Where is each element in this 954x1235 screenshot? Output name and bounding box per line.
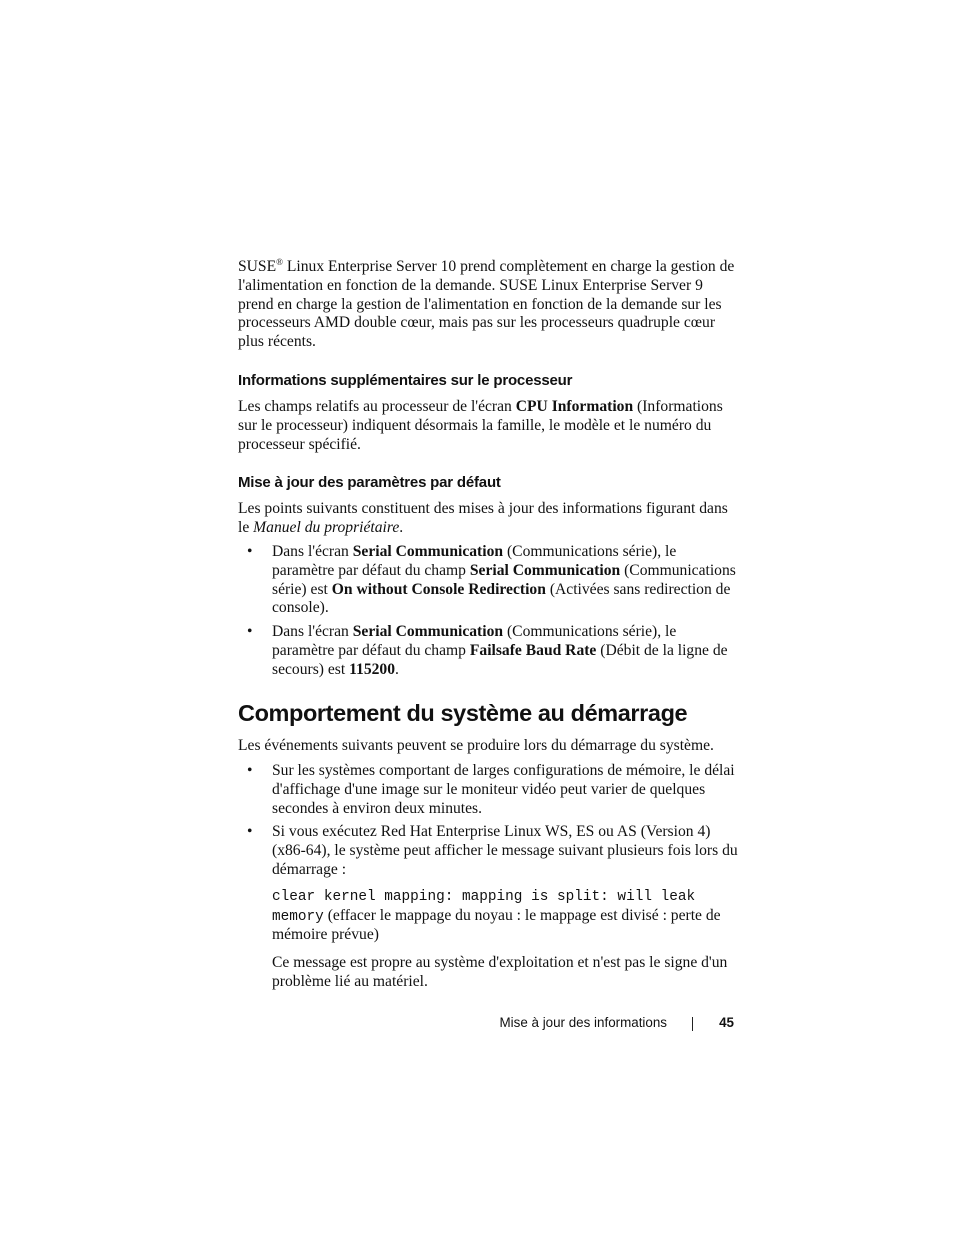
list-item bbox=[238, 762, 738, 818]
field-name: Serial Communication bbox=[352, 623, 504, 641]
processor-paragraph bbox=[238, 398, 738, 454]
list-item bbox=[238, 543, 738, 618]
section-heading-defaults: Mise à jour des paramètres par défaut bbox=[238, 474, 501, 491]
list-item bbox=[238, 623, 738, 679]
field-name: Serial Communication bbox=[352, 543, 504, 560]
startup-list bbox=[238, 762, 738, 997]
code-message bbox=[272, 887, 738, 945]
field-name: Failsafe Baud Rate bbox=[469, 641, 597, 659]
field-value: On without Console Redirection bbox=[331, 580, 546, 598]
text-run: Sur les systèmes comportant de larges configurations de mémoire, le délai d'affichage d'une image sur le moniteur vidéo peut varier de quelques secondes à environ deux minutes. bbox=[272, 762, 735, 817]
brand-name: SUSE bbox=[238, 258, 277, 275]
text-run: (Activées sans redirection de console). bbox=[272, 580, 731, 617]
startup-intro: Les événements suivants peuvent se produire lors du démarrage du système. bbox=[238, 737, 714, 754]
bullet: • bbox=[247, 762, 253, 779]
note-text: Ce message est propre au système d'exploitation et n'est pas le signe d'un problème lié au matériel. bbox=[272, 954, 728, 990]
section-heading-processor: Informations supplémentaires sur le processeur bbox=[238, 372, 573, 389]
defaults-paragraph bbox=[238, 500, 738, 538]
registered-mark: ® bbox=[276, 257, 283, 267]
code-translation: (effacer le mappage du noyau : le mappage est divisé : perte de mémoire prévue) bbox=[272, 906, 721, 944]
bullet: • bbox=[247, 823, 253, 841]
text-run: (Communications série) est bbox=[272, 561, 736, 598]
text-run: (Informations sur le processeur) indiquent désormais la famille, le modèle et le numéro du processeur spécifié. bbox=[238, 398, 723, 453]
intro-paragraph bbox=[238, 258, 738, 352]
text-run: (Débit de la ligne de secours) est bbox=[272, 641, 728, 678]
text-run: (Communications série), le paramètre par défaut du champ bbox=[272, 623, 677, 659]
bullet: • bbox=[247, 543, 253, 560]
list-item bbox=[238, 823, 738, 991]
field-value: 115200 bbox=[349, 660, 396, 678]
intro-text: Linux Enterprise Server 10 prend complètement en charge la gestion de l'alimentation en fonction de la demande. SUSE Linux Enterprise Server 9 prend en charge la gestion de l'alimentation en fonction de la demande sur les processeurs AMD double cœur, mais pas sur les processeurs quadruple cœur plus récents. bbox=[238, 258, 735, 351]
bullet: • bbox=[247, 623, 253, 641]
text-run: . bbox=[399, 518, 404, 536]
text-run: (Communications série), le paramètre par défaut du champ bbox=[272, 543, 677, 579]
section-title-startup: Comportement du système au démarrage bbox=[238, 700, 688, 726]
page-number: 45 bbox=[719, 1015, 734, 1030]
text-run: . bbox=[395, 660, 399, 678]
text-run: Dans l'écran bbox=[272, 623, 349, 641]
field-name: CPU Information bbox=[515, 398, 634, 415]
footer-title: Mise à jour des informations bbox=[499, 1015, 667, 1030]
text-run: Si vous exécutez Red Hat Enterprise Linux WS, ES ou AS (Version 4) (x86-64), le système peut afficher le message suivant plusieurs fois lors du démarrage : bbox=[272, 823, 738, 878]
text-run: Les points suivants constituent des mises à jour des informations figurant dans le bbox=[238, 500, 728, 536]
manual-title: Manuel du propriétaire bbox=[253, 518, 400, 536]
footer-divider bbox=[692, 1017, 693, 1031]
text-run: Dans l'écran bbox=[272, 543, 349, 560]
defaults-list bbox=[238, 543, 738, 685]
text-run: Les champs relatifs au processeur de l'écran bbox=[238, 398, 512, 415]
code-text: clear kernel mapping: mapping is split: will leak memory bbox=[272, 888, 696, 925]
field-name: Serial Communication bbox=[469, 561, 621, 579]
